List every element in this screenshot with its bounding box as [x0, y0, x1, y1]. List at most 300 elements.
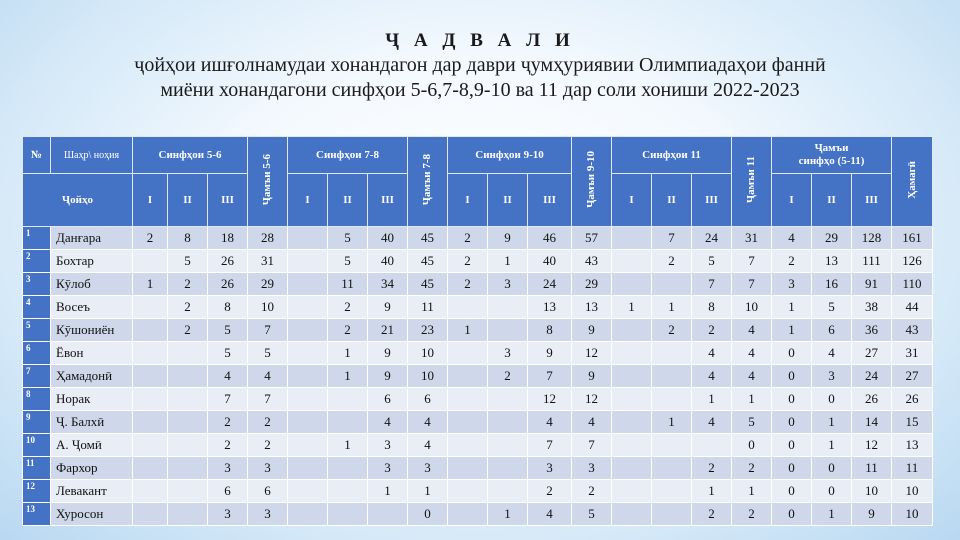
table-cell: 126 [892, 250, 933, 273]
table-cell: 7 [572, 434, 612, 457]
table-cell: 3 [772, 273, 812, 296]
table-cell: 4 [732, 342, 772, 365]
table-cell [288, 365, 328, 388]
row-number: 10 [23, 434, 51, 457]
table-cell: 31 [248, 250, 288, 273]
table-cell [448, 365, 488, 388]
table-cell: 45 [408, 273, 448, 296]
header-place-i: I [133, 174, 168, 227]
table-cell: 8 [528, 319, 572, 342]
table-cell [168, 480, 208, 503]
table-cell: 12 [852, 434, 892, 457]
table-cell [288, 434, 328, 457]
table-cell [692, 434, 732, 457]
table-cell [168, 503, 208, 526]
table-cell [168, 342, 208, 365]
header-sum-5-6 [248, 137, 288, 227]
table-row [23, 365, 933, 388]
table-cell [368, 503, 408, 526]
table-cell: 1 [812, 434, 852, 457]
table-cell: 7 [732, 250, 772, 273]
table-cell: 8 [208, 296, 248, 319]
table-cell [612, 411, 652, 434]
table-cell [652, 480, 692, 503]
table-cell: 9 [528, 342, 572, 365]
table-cell [612, 227, 652, 250]
header-sum-11-label: Ҷамъи 11 [745, 156, 758, 203]
table-cell [488, 319, 528, 342]
table-cell: 4 [248, 365, 288, 388]
table-cell [612, 273, 652, 296]
table-cell: 7 [248, 319, 288, 342]
table-row [23, 296, 933, 319]
table-cell: 9 [368, 365, 408, 388]
table-cell: 6 [208, 480, 248, 503]
table-cell: 3 [488, 342, 528, 365]
header-place-iii: III [692, 174, 732, 227]
table-cell: 5 [328, 227, 368, 250]
table-cell [488, 388, 528, 411]
table-cell: 5 [692, 250, 732, 273]
table-cell [288, 273, 328, 296]
header-place-i: I [288, 174, 328, 227]
table-cell: 13 [812, 250, 852, 273]
title-block [0, 30, 960, 102]
row-number: 4 [23, 296, 51, 319]
table-cell [652, 273, 692, 296]
table-cell: 0 [772, 365, 812, 388]
table-row [23, 434, 933, 457]
header-city: Шаҳр\ ноҳия [51, 137, 133, 174]
row-number: 9 [23, 411, 51, 434]
table-cell: 7 [528, 365, 572, 388]
table-cell: 161 [892, 227, 933, 250]
table-cell: 1 [812, 411, 852, 434]
table-cell: 4 [772, 227, 812, 250]
table-cell: 29 [812, 227, 852, 250]
table-cell: 9 [852, 503, 892, 526]
row-city-name: Левакант [51, 480, 133, 503]
table-cell [488, 296, 528, 319]
table-cell [612, 480, 652, 503]
table-cell: 23 [408, 319, 448, 342]
table-cell: 29 [248, 273, 288, 296]
table-cell [652, 365, 692, 388]
row-number: 12 [23, 480, 51, 503]
table-cell: 4 [812, 342, 852, 365]
table-cell: 4 [528, 411, 572, 434]
table-cell: 2 [692, 319, 732, 342]
table-row [23, 457, 933, 480]
table-cell: 1 [692, 388, 732, 411]
table-cell: 1 [368, 480, 408, 503]
row-number: 11 [23, 457, 51, 480]
table-cell: 2 [448, 273, 488, 296]
table-cell: 10 [248, 296, 288, 319]
table-cell: 110 [892, 273, 933, 296]
row-city-name: Бохтар [51, 250, 133, 273]
table-cell: 9 [572, 319, 612, 342]
table-cell: 1 [488, 503, 528, 526]
table-cell [652, 457, 692, 480]
table-cell: 1 [732, 388, 772, 411]
table-cell: 10 [408, 342, 448, 365]
table-cell: 111 [852, 250, 892, 273]
table-cell: 2 [652, 319, 692, 342]
row-number: 1 [23, 227, 51, 250]
row-city-name: Восеъ [51, 296, 133, 319]
table-cell: 8 [168, 227, 208, 250]
table-cell: 38 [852, 296, 892, 319]
table-cell [133, 365, 168, 388]
table-cell [133, 503, 168, 526]
header-grand-total-label: Ҳамагӣ [905, 160, 918, 199]
table-cell: 4 [692, 411, 732, 434]
table-cell: 0 [812, 457, 852, 480]
row-number: 8 [23, 388, 51, 411]
table-cell: 10 [852, 480, 892, 503]
row-city-name: Ёвон [51, 342, 133, 365]
table-cell: 0 [772, 480, 812, 503]
table-cell [612, 250, 652, 273]
table-cell: 36 [852, 319, 892, 342]
table-cell: 5 [208, 319, 248, 342]
table-cell [448, 480, 488, 503]
table-cell: 1 [133, 273, 168, 296]
header-grand-total [892, 137, 933, 227]
table-cell: 6 [248, 480, 288, 503]
header-sum-7-8-label: Ҷамъи 7-8 [421, 153, 433, 206]
table-cell: 2 [208, 411, 248, 434]
table-cell: 2 [248, 411, 288, 434]
table-cell: 13 [572, 296, 612, 319]
table-cell: 2 [168, 296, 208, 319]
header-place-ii: II [488, 174, 528, 227]
table-cell: 4 [368, 411, 408, 434]
table-cell: 5 [248, 342, 288, 365]
table-cell [133, 388, 168, 411]
header-place-i: I [448, 174, 488, 227]
table-cell: 7 [248, 388, 288, 411]
table-cell: 91 [852, 273, 892, 296]
table-cell [133, 434, 168, 457]
row-city-name: Кӯшониён [51, 319, 133, 342]
header-sum-5-6-label: Ҷамъи 5-6 [261, 153, 273, 206]
table-cell: 34 [368, 273, 408, 296]
table-cell [168, 388, 208, 411]
header-total-grades [772, 137, 892, 174]
table-cell: 11 [892, 457, 933, 480]
table-cell: 2 [692, 457, 732, 480]
table-cell: 1 [772, 296, 812, 319]
row-city-name: Кӯлоб [51, 273, 133, 296]
table-cell [448, 411, 488, 434]
table-cell: 0 [732, 434, 772, 457]
table-cell: 0 [812, 388, 852, 411]
table-cell [612, 365, 652, 388]
header-grades-5-6: Синфҳои 5-6 [133, 137, 248, 174]
table-cell [612, 457, 652, 480]
table-cell: 3 [208, 503, 248, 526]
table-cell: 5 [572, 503, 612, 526]
table-cell [288, 457, 328, 480]
row-number: 3 [23, 273, 51, 296]
table-cell: 7 [692, 273, 732, 296]
table-cell: 2 [168, 319, 208, 342]
table-cell: 1 [408, 480, 448, 503]
table-cell: 2 [248, 434, 288, 457]
table-cell: 2 [328, 319, 368, 342]
table-cell: 3 [368, 434, 408, 457]
header-place-iii: III [208, 174, 248, 227]
table-cell: 5 [732, 411, 772, 434]
table-cell [328, 411, 368, 434]
row-number: 7 [23, 365, 51, 388]
table-cell: 0 [408, 503, 448, 526]
table-cell: 9 [368, 342, 408, 365]
table-cell [168, 434, 208, 457]
table-cell: 2 [772, 250, 812, 273]
table-cell: 0 [772, 342, 812, 365]
table-cell: 3 [408, 457, 448, 480]
table-cell: 1 [612, 296, 652, 319]
header-place-ii: II [652, 174, 692, 227]
table-cell: 4 [692, 365, 732, 388]
row-number: 5 [23, 319, 51, 342]
table-cell: 10 [408, 365, 448, 388]
row-number: 13 [23, 503, 51, 526]
table-cell: 0 [772, 411, 812, 434]
row-city-name: Фархор [51, 457, 133, 480]
table-body [23, 227, 933, 526]
table-cell [133, 342, 168, 365]
table-cell: 13 [892, 434, 933, 457]
table-cell [328, 503, 368, 526]
table-row [23, 273, 933, 296]
header-sum-7-8 [408, 137, 448, 227]
table-cell [448, 503, 488, 526]
table-cell: 6 [368, 388, 408, 411]
table-cell: 6 [408, 388, 448, 411]
table-cell: 27 [892, 365, 933, 388]
table-row [23, 411, 933, 434]
table-cell: 2 [732, 503, 772, 526]
table-cell [612, 434, 652, 457]
table-cell: 46 [528, 227, 572, 250]
table-cell: 1 [328, 365, 368, 388]
table-cell: 29 [572, 273, 612, 296]
header-place-iii: III [852, 174, 892, 227]
header-place-iii: III [528, 174, 572, 227]
table-cell [133, 480, 168, 503]
table-cell: 44 [892, 296, 933, 319]
table-cell: 3 [528, 457, 572, 480]
row-city-name: А. Ҷомӣ [51, 434, 133, 457]
table-cell: 14 [852, 411, 892, 434]
table-cell: 5 [328, 250, 368, 273]
header-sum-11 [732, 137, 772, 227]
table-cell: 2 [692, 503, 732, 526]
results-table [22, 136, 933, 526]
table-cell [328, 457, 368, 480]
table-cell [288, 503, 328, 526]
table-cell [288, 388, 328, 411]
table-cell: 11 [408, 296, 448, 319]
table-cell: 6 [812, 319, 852, 342]
row-city-name: Норак [51, 388, 133, 411]
table-cell: 2 [572, 480, 612, 503]
table-cell: 7 [732, 273, 772, 296]
table-cell: 16 [812, 273, 852, 296]
table-row [23, 342, 933, 365]
table-cell: 12 [572, 342, 612, 365]
table-cell: 4 [732, 365, 772, 388]
table-cell: 45 [408, 227, 448, 250]
table-cell: 27 [852, 342, 892, 365]
table-cell: 57 [572, 227, 612, 250]
table-cell: 18 [208, 227, 248, 250]
table-cell: 4 [528, 503, 572, 526]
table-cell: 26 [208, 273, 248, 296]
table-row [23, 388, 933, 411]
table-cell: 5 [208, 342, 248, 365]
table-cell [328, 480, 368, 503]
table-cell: 31 [732, 227, 772, 250]
table-cell: 1 [652, 296, 692, 319]
table-cell: 4 [208, 365, 248, 388]
row-number: 6 [23, 342, 51, 365]
table-cell: 4 [732, 319, 772, 342]
header-place-ii: II [168, 174, 208, 227]
table-cell [612, 319, 652, 342]
table-cell: 10 [732, 296, 772, 319]
table-cell: 9 [572, 365, 612, 388]
table-header [23, 137, 933, 227]
table-cell [652, 342, 692, 365]
table-cell: 1 [772, 319, 812, 342]
table-cell: 24 [852, 365, 892, 388]
table-cell: 1 [692, 480, 732, 503]
table-cell [288, 250, 328, 273]
table-cell: 10 [892, 480, 933, 503]
table-cell: 2 [488, 365, 528, 388]
table-cell: 0 [772, 434, 812, 457]
table-cell: 1 [448, 319, 488, 342]
table-cell: 2 [732, 457, 772, 480]
table-cell: 4 [572, 411, 612, 434]
table-cell [488, 411, 528, 434]
header-grades-7-8: Синфҳои 7-8 [288, 137, 408, 174]
table-cell [288, 296, 328, 319]
table-cell: 45 [408, 250, 448, 273]
table-cell: 21 [368, 319, 408, 342]
table-cell [488, 434, 528, 457]
table-cell [288, 227, 328, 250]
table-cell [288, 319, 328, 342]
header-place-ii: II [812, 174, 852, 227]
table-cell: 7 [528, 434, 572, 457]
row-city-name: Хуросон [51, 503, 133, 526]
header-place-i: I [772, 174, 812, 227]
table-cell: 12 [572, 388, 612, 411]
page-subtitle-line-1: ҷойҳои ишғолнамудаи хонандагон дар даври ҷумҳуриявии Олимпиадаҳои фаннӣ [134, 54, 826, 76]
table-cell: 1 [652, 411, 692, 434]
table-cell: 2 [448, 250, 488, 273]
table-cell: 1 [488, 250, 528, 273]
table-cell: 24 [528, 273, 572, 296]
table-cell [448, 342, 488, 365]
table-cell: 40 [528, 250, 572, 273]
table-cell: 128 [852, 227, 892, 250]
table-cell: 40 [368, 227, 408, 250]
page-subtitle-line-2: миёни хонандагони синфҳои 5-6,7-8,9-10 ва 11 дар соли хониши 2022-2023 [160, 79, 800, 101]
header-total-grades-line-2: синфҳо (5-11) [798, 155, 865, 167]
table-cell: 7 [208, 388, 248, 411]
table-cell: 5 [168, 250, 208, 273]
table-cell [288, 342, 328, 365]
table-cell: 0 [772, 503, 812, 526]
table-cell [133, 250, 168, 273]
table-row [23, 503, 933, 526]
table-cell: 0 [772, 457, 812, 480]
header-place-ii: II [328, 174, 368, 227]
table-cell: 9 [488, 227, 528, 250]
row-city-name: Ҷ. Балхӣ [51, 411, 133, 434]
table-cell: 3 [208, 457, 248, 480]
table-cell [448, 296, 488, 319]
table-cell: 24 [692, 227, 732, 250]
table-cell [612, 342, 652, 365]
header-place-i: I [612, 174, 652, 227]
header-total-grades-line-1: Ҷамъи [814, 142, 849, 154]
row-city-name: Данғара [51, 227, 133, 250]
table-cell: 2 [168, 273, 208, 296]
table-cell: 26 [208, 250, 248, 273]
header-places: Ҷойҳо [23, 174, 133, 227]
table-cell [288, 411, 328, 434]
table-cell: 9 [368, 296, 408, 319]
table-cell: 8 [692, 296, 732, 319]
table-cell: 3 [248, 503, 288, 526]
table-cell: 2 [208, 434, 248, 457]
table-cell [168, 457, 208, 480]
table-cell: 3 [488, 273, 528, 296]
table-cell: 11 [328, 273, 368, 296]
table-cell: 3 [572, 457, 612, 480]
table-cell: 1 [812, 503, 852, 526]
table-cell [488, 480, 528, 503]
header-place-iii: III [368, 174, 408, 227]
row-city-name: Ҳамадонӣ [51, 365, 133, 388]
table-cell: 5 [812, 296, 852, 319]
header-number: № [23, 137, 51, 174]
table-cell: 0 [772, 388, 812, 411]
table-cell: 11 [852, 457, 892, 480]
header-sum-9-10-label: Ҷамъи 9-10 [585, 151, 598, 208]
table-cell [612, 503, 652, 526]
table-cell [168, 365, 208, 388]
row-number: 2 [23, 250, 51, 273]
table-cell: 31 [892, 342, 933, 365]
table-row [23, 250, 933, 273]
table-row [23, 227, 933, 250]
table-cell: 15 [892, 411, 933, 434]
table-cell: 3 [248, 457, 288, 480]
table-cell: 2 [448, 227, 488, 250]
table-cell [448, 434, 488, 457]
table-cell: 1 [328, 434, 368, 457]
table-cell [612, 388, 652, 411]
